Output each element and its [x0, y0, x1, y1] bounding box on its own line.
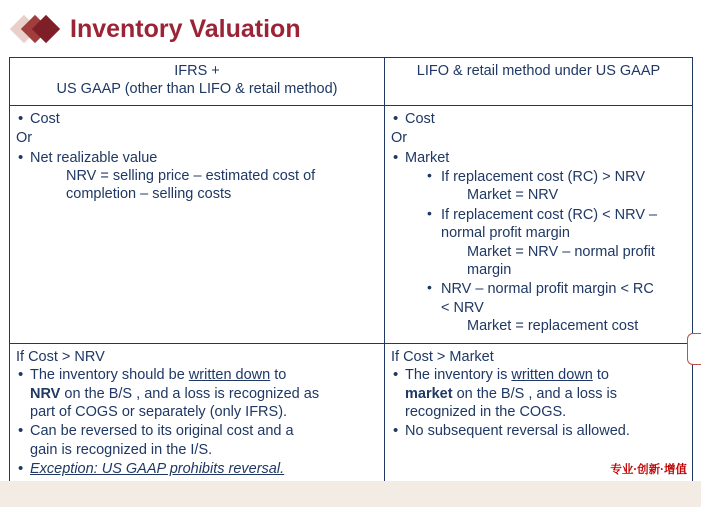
text-part: The inventory should be — [30, 367, 189, 384]
header-line-1: IFRS + — [174, 63, 220, 79]
list-item-label: Or — [16, 130, 33, 147]
list-item-label: Or — [391, 130, 408, 147]
list-item — [425, 280, 686, 335]
list-item-label: Net realizable value — [30, 149, 158, 166]
cell-usgaap-measurement — [385, 105, 693, 343]
cell-ifrs-writedown — [10, 343, 385, 486]
condition-label-left: If Cost > NRV — [16, 348, 105, 365]
header-cell-lifo-retail — [385, 58, 693, 106]
list-item — [391, 110, 686, 128]
footer-band — [0, 481, 701, 507]
text-part: to — [270, 367, 287, 384]
list-ifrs-measurement — [16, 110, 378, 204]
list-item-line2 — [405, 385, 686, 403]
diamond-logo-icon — [14, 14, 60, 44]
exception-text: Exception: US GAAP prohibits reversal. — [30, 461, 285, 478]
list-item — [391, 422, 686, 440]
list-item-detail: Market = NRV — [467, 187, 559, 204]
list-item-detail: Market = replacement cost — [467, 318, 639, 335]
text-part: The inventory is — [405, 367, 512, 384]
list-item-label: Cost — [30, 110, 60, 127]
list-usgaap-measurement — [391, 110, 686, 167]
list-item-detail-line2: completion – selling costs — [66, 186, 232, 203]
list-item — [391, 366, 686, 421]
list-item-label-line1: • NRV – normal profit margin < RC — [441, 281, 654, 298]
header-cell-ifrs-usgaap — [10, 58, 385, 106]
list-item — [391, 149, 686, 167]
bold-term: market — [405, 385, 453, 402]
list-item — [16, 110, 378, 128]
list-item-detail-line1: NRV = selling price – estimated cost of — [66, 168, 316, 185]
comparison-table — [9, 57, 693, 487]
list-item-line1: • Can be reversed to its original cost and a — [30, 423, 294, 440]
list-item-or — [16, 129, 378, 147]
list-item — [16, 366, 378, 421]
list-item-line2 — [30, 385, 378, 403]
list-item-or — [391, 129, 686, 147]
underlined-term: written down — [511, 367, 593, 384]
header-line-right: LIFO & retail method under US GAAP — [416, 63, 661, 79]
list-item-label: No subsequent reversal is allowed. — [405, 423, 630, 440]
list-item — [16, 422, 378, 459]
list-item-label: Market — [405, 149, 450, 166]
list-item-label: If replacement cost (RC) > NRV — [441, 169, 646, 186]
list-item-label: Cost — [405, 110, 435, 127]
text-part: on the B/S , and a loss is — [452, 385, 617, 402]
list-item-exception — [16, 460, 378, 478]
list-item-label-line1: • If replacement cost (RC) < NRV – — [441, 206, 658, 223]
list-item — [425, 168, 686, 205]
list-market-rules — [391, 168, 686, 336]
list-item-detail-line1: Market = NRV – normal profit — [467, 243, 655, 260]
list-item — [425, 206, 686, 280]
list-item-line3: part of COGS or separately (only IFRS). — [30, 403, 288, 420]
list-ifrs-writedown — [16, 366, 378, 478]
list-item — [16, 149, 378, 204]
table-row-writedown — [10, 343, 693, 486]
table-row-header — [10, 58, 693, 106]
side-tab-decoration — [687, 333, 701, 365]
header-line-2: US GAAP (other than LIFO & retail method) — [56, 81, 338, 98]
text-part: on the B/S , and a loss is recognized as — [60, 385, 320, 402]
list-usgaap-writedown — [391, 366, 686, 441]
condition-label-right: If Cost > Market — [391, 348, 494, 365]
list-item-line2: gain is recognized in the I/S. — [30, 441, 213, 458]
cell-ifrs-measurement — [10, 105, 385, 343]
slide-title-row — [14, 14, 301, 44]
text-part: to — [592, 367, 609, 384]
page-title: Inventory Valuation — [70, 14, 301, 43]
underlined-term: written down — [188, 367, 271, 384]
bold-term: NRV — [30, 385, 61, 402]
list-item-line3: recognized in the COGS. — [405, 403, 567, 420]
list-item-detail-line2: margin — [467, 262, 512, 279]
list-item-label-line2: normal profit margin — [441, 225, 570, 242]
list-item-label-line2: < NRV — [441, 299, 484, 316]
table-row-measurement — [10, 105, 693, 343]
footer-tagline: 专业·创新·增值 — [610, 464, 687, 476]
